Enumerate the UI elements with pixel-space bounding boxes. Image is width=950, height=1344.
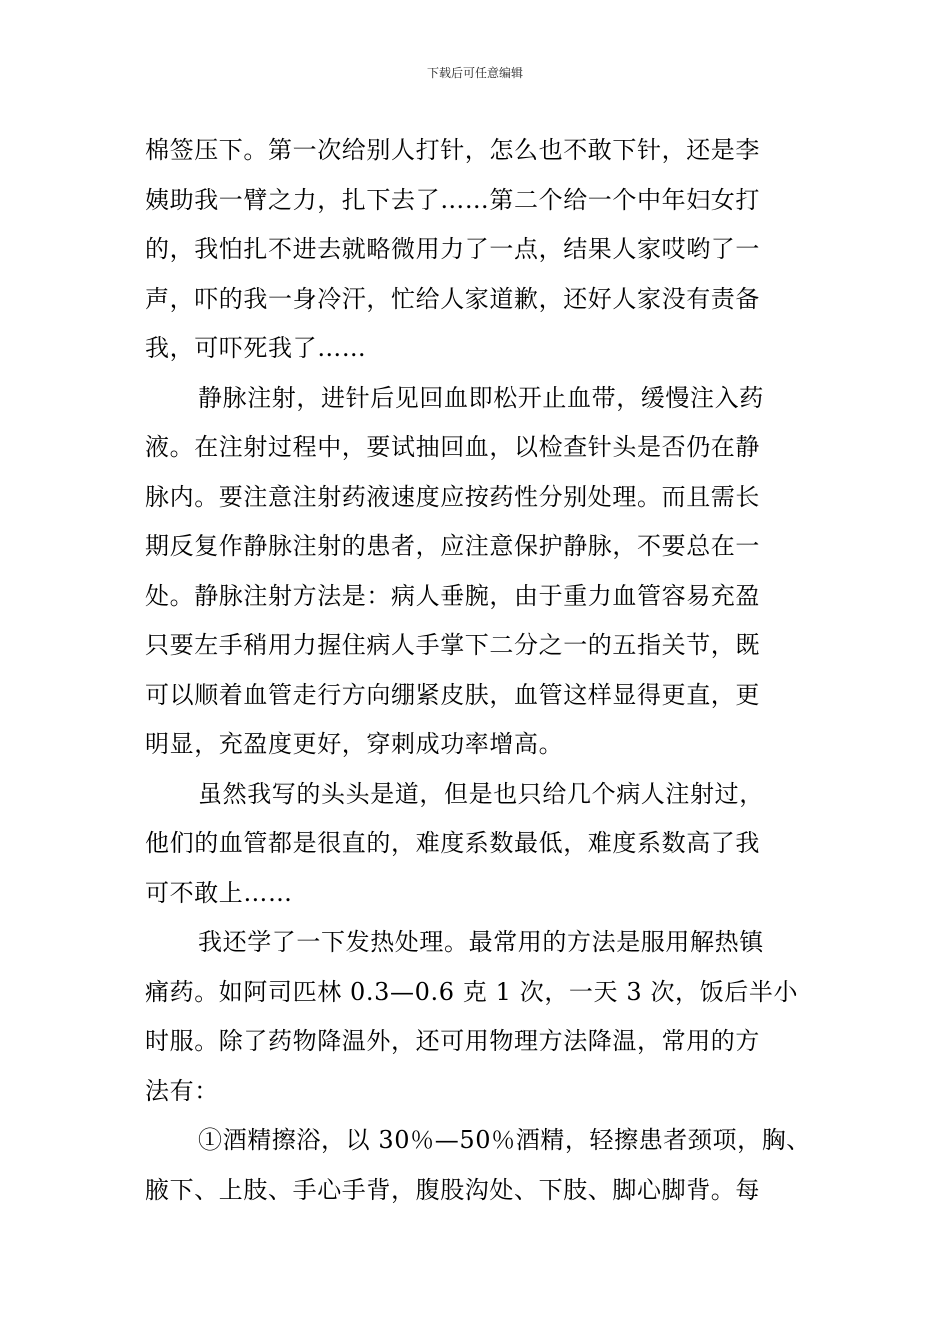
text-line: 我，可吓死我了…… xyxy=(145,334,367,362)
paragraph-2 xyxy=(145,374,817,770)
text-line: 姨助我一臂之力，扎下去了……第二个给一个中年妇女打 xyxy=(145,185,760,214)
text-line: 棉签压下。第一次给别人打针，怎么也不敢下针，还是李 xyxy=(145,136,760,164)
paragraph-5 xyxy=(145,1116,817,1215)
text-line: 我还学了一下发热处理。最常用的方法是服用解热镇 xyxy=(198,928,764,956)
text-line: 腋下、上肢、手心手背，腹股沟处、下肢、脚心脚背。每 xyxy=(145,1175,760,1204)
paragraph-1 xyxy=(145,126,817,374)
text-line: 他们的血管都是很直的，难度系数最低，难度系数高了我 xyxy=(145,829,760,857)
text-line: 明显，充盈度更好，穿刺成功率增高。 xyxy=(145,730,564,758)
text-line: 声，吓的我一身冷汗，忙给人家道歉，还好人家没有责备 xyxy=(145,284,760,313)
text-line: 虽然我写的头头是道，但是也只给几个病人注射过， xyxy=(198,779,764,808)
text-line: 可不敢上…… xyxy=(145,878,293,907)
text-line: 的，我怕扎不进去就略微用力了一点，结果人家哎哟了一 xyxy=(145,235,760,263)
text-line: 痛药。如阿司匹林 0.3—0.6 克 1 次，一天 3 次，饭后半小 xyxy=(145,977,799,1006)
text-line: 可以顺着血管走行方向绷紧皮肤，血管这样显得更直，更 xyxy=(145,680,760,709)
paragraph-3 xyxy=(145,770,817,919)
text-line: ①酒精擦浴，以 30％—50％酒精，轻擦患者颈项，胸、 xyxy=(198,1126,811,1154)
text-line: 处。静脉注射方法是：病人垂腕，由于重力血管容易充盈 xyxy=(145,581,760,610)
text-line: 液。在注射过程中，要试抽回血，以检查针头是否仍在静 xyxy=(145,433,760,461)
text-line: 脉内。要注意注射药液速度应按药性分别处理。而且需长 xyxy=(145,482,760,511)
text-line: 期反复作静脉注射的患者，应注意保护静脉，不要总在一 xyxy=(145,532,760,560)
text-line: 时服。除了药物降温外，还可用物理方法降温，常用的方 xyxy=(145,1027,760,1055)
text-line: 只要左手稍用力握住病人手掌下二分之一的五指关节，既 xyxy=(145,631,760,659)
paragraph-4 xyxy=(145,918,817,1116)
text-line: 法有： xyxy=(145,1076,219,1105)
text-line: 静脉注射，进针后见回血即松开止血带，缓慢注入药 xyxy=(198,383,764,412)
page-header: 下载后可任意编辑 xyxy=(426,66,523,80)
document-body xyxy=(145,126,817,1215)
